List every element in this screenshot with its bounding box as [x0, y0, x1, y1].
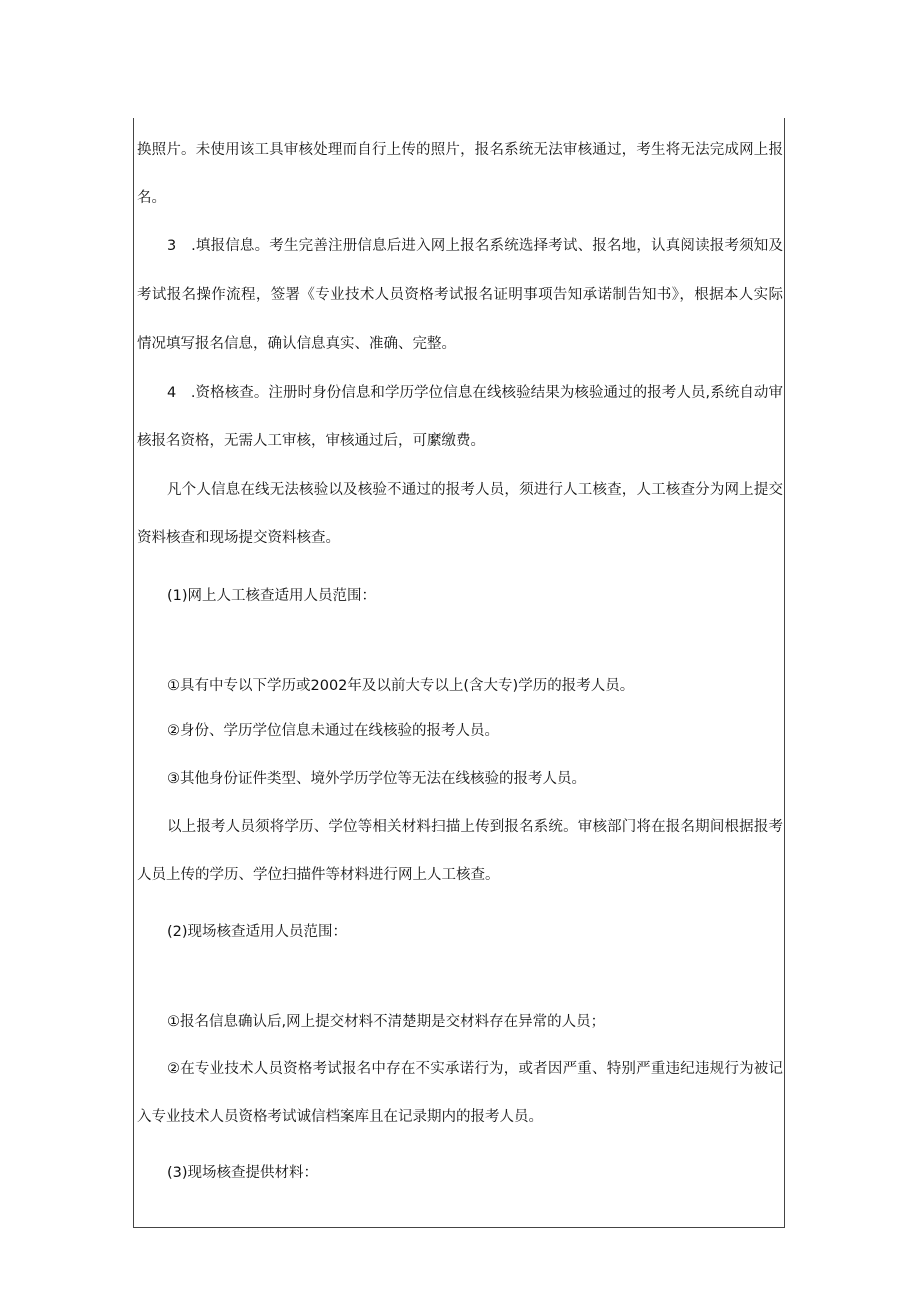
text-line-20: (3)现场核查提供材料：: [167, 1165, 319, 1181]
text-line-7: 核报名资格，无需人工审核，审核通过后，可縻缴费。: [137, 433, 485, 449]
text-line-4: 考试报名操作流程，签署《专业技术人员资格考试报名证明事项告知承诺制告知书》，根据本人实际: [137, 287, 783, 303]
text-line-15: 人员上传的学历、学位扫描件等材料进行网上人工核查。: [137, 867, 500, 883]
text-line-1: 换照片。未使用该工具审核处理而自行上传的照片，报名系统无法审核通过，考生将无法完成网上报: [137, 142, 783, 158]
text-line-9: 资料核查和现场提交资料核查。: [137, 530, 340, 546]
text-line-18: ②在专业技术人员资格考试报名中存在不实承诺行为，或者因严重、特别严重违纪违规行为被记: [167, 1061, 783, 1077]
text-line-17: ①报名信息确认后,网上提交材料不清楚期是交材料存在异常的人员；: [167, 1014, 606, 1030]
text-line-8: 凡个人信息在线无法核验以及核验不通过的报考人员，须进行人工核查，人工核查分为网上提交: [167, 482, 783, 498]
text-line-12: ②身份、学历学位信息未通过在线核验的报考人员。: [167, 723, 499, 739]
text-line-5: 情况填写报名信息，确认信息真实、准确、完整。: [137, 336, 456, 352]
text-line-11: ①具有中专以下学历或2002年及以前大专以上(含大专)学历的报考人员。: [167, 678, 635, 694]
text-line-13: ③其他身份证件类型、境外学历学位等无法在线核验的报考人员。: [167, 771, 586, 787]
text-line-14: 以上报考人员须将学历、学位等相关材料扫描上传到报名系统。审核部门将在报名期间根据报考: [167, 819, 783, 835]
text-line-3: 3 .填报信息。考生完善注册信息后进入网上报名系统选择考试、报名地，认真阅读报考须知及: [167, 238, 783, 254]
text-line-2: 名。: [137, 190, 166, 206]
text-line-10: (1)网上人工核查适用人员范围：: [167, 588, 377, 604]
text-line-16: (2)现场核查适用人员范围：: [167, 924, 348, 940]
text-line-6: 4 .资格核查。注册时身份信息和学历学位信息在线核验结果为核验通过的报考人员,系统自动审: [167, 385, 783, 401]
text-line-19: 入专业技术人员资格考试诚信档案库且在记录期内的报考人员。: [137, 1109, 543, 1125]
